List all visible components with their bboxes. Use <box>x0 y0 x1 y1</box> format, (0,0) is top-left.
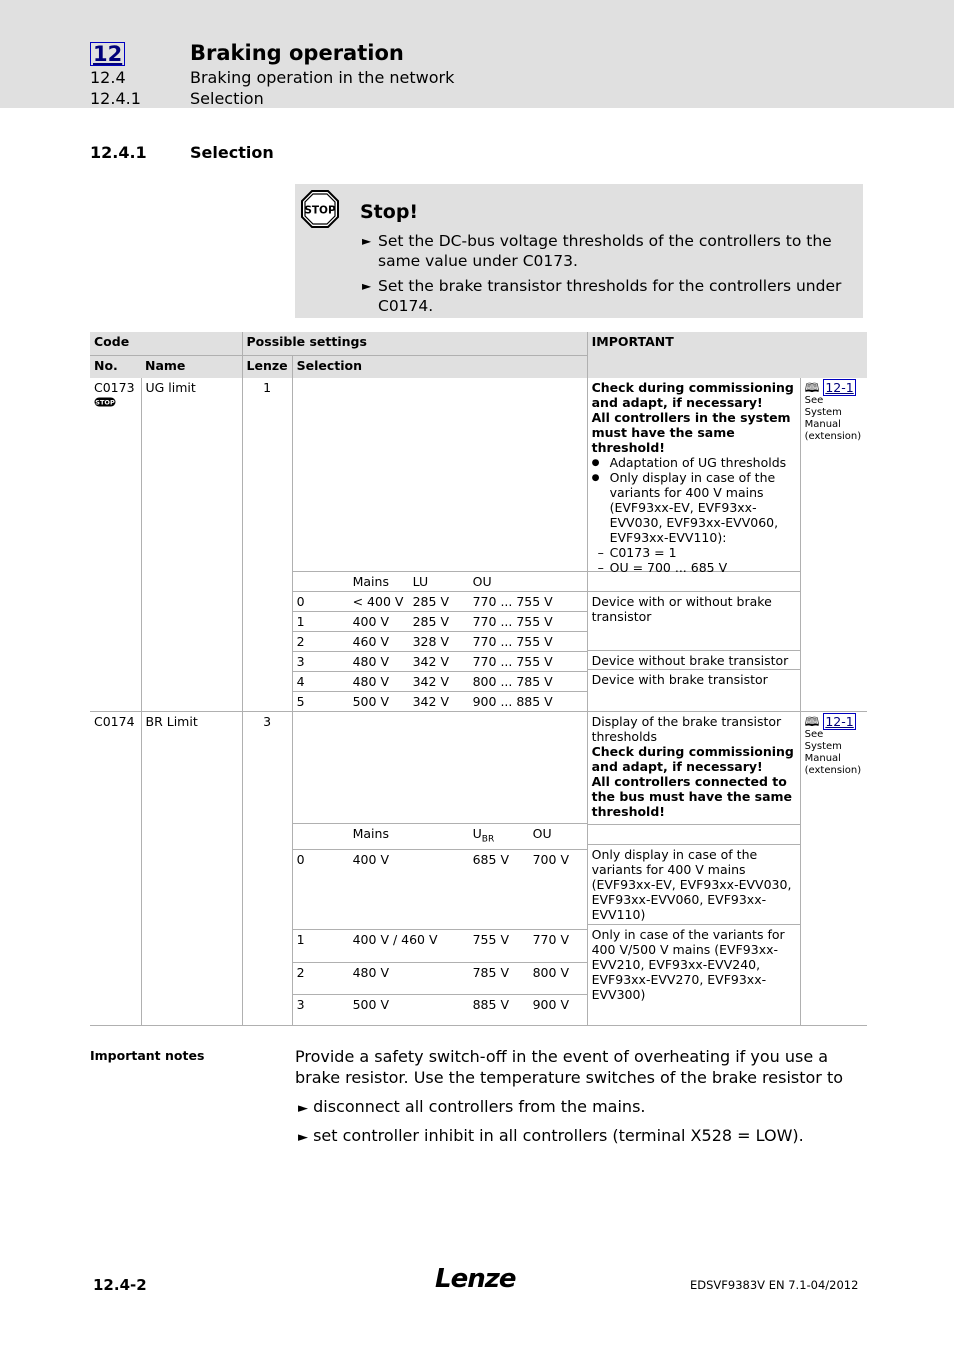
code-table <box>90 332 867 1026</box>
c0173-note-4-5: Device with brake transistor <box>588 669 800 708</box>
c0173-spacer <box>293 378 587 571</box>
header-possible-settings: Possible settings <box>242 332 587 355</box>
c0174-row: 2 480 V 785 V 800 V <box>293 963 587 995</box>
reference-text: See System Manual (extension) <box>804 395 862 442</box>
stop-warning-box <box>295 184 863 318</box>
stop-badge-icon <box>94 395 137 410</box>
arrow-right-icon: ► <box>298 1130 308 1145</box>
c0174-row: 1 400 V / 460 V 755 V 770 V <box>293 930 587 963</box>
stop-sign-icon <box>301 190 339 232</box>
book-icon: 🕮 <box>804 380 820 395</box>
breadcrumb-sub1-number: 12.4 <box>90 68 126 87</box>
code-c0173-important <box>587 378 800 712</box>
code-c0174-reference <box>800 712 867 1026</box>
stop-title: Stop! <box>360 201 419 223</box>
dash-item: – C0173 = 1 <box>592 545 796 560</box>
breadcrumb-sub2-title: Selection <box>190 89 264 108</box>
c0173-note-3: Device without brake transistor <box>588 650 800 669</box>
code-c0173-name: UG limit <box>141 378 242 712</box>
breadcrumb-sub2-number: 12.4.1 <box>90 89 141 108</box>
lenze-logo: Lenze <box>435 1264 516 1294</box>
c0173-settings-subtable <box>293 378 587 711</box>
c0174-subhead-ou: OU <box>532 825 552 841</box>
header-no: No. <box>90 355 141 378</box>
code-c0174-selection <box>292 712 587 1026</box>
c0173-subhead-ou: OU <box>469 571 587 591</box>
code-c0174-important <box>587 712 800 1026</box>
c0173-subhead-mains: Mains <box>349 571 409 591</box>
chapter-number-link[interactable]: 12 <box>90 42 125 66</box>
reference-link[interactable]: 12-1 <box>825 714 854 729</box>
c0173-important-bold2: All controllers in the system must have the same threshold! <box>591 410 791 455</box>
c0173-subhead-lu: LU <box>409 571 469 591</box>
c0173-note-0-2: Device with or without brake transistor <box>588 591 800 650</box>
c0174-row: 3 500 V 885 V 900 V <box>293 995 587 1025</box>
document-id: EDSVF9383V EN 7.1-04/2012 <box>690 1278 859 1292</box>
reference-text: See System Manual (extension) <box>804 729 862 776</box>
header-name: Name <box>141 355 242 378</box>
c0173-row: 3 480 V 342 V 770 ... 755 V <box>293 651 587 671</box>
stop-item: ► Set the brake transistor thresholds for the controllers under C0174. <box>362 277 842 315</box>
code-c0174-name: BR Limit <box>141 712 242 1026</box>
c0173-important-bullets <box>592 455 796 545</box>
c0173-row: 4 480 V 342 V 800 ... 785 V <box>293 671 587 691</box>
book-icon: 🕮 <box>804 714 820 729</box>
stop-item: ► Set the DC-bus voltage thresholds of the controllers to the same value under C0173. <box>362 232 832 270</box>
section-title: Selection <box>190 143 274 162</box>
bullet-item: ● Only display in case of the variants for 400 V mains (EVF93xx-EV, EVF93xx-EVV030, EVF93xx-EVV060, EVF93xx-EVV110): <box>610 470 796 545</box>
c0174-row: 0 400 V 685 V 700 V <box>293 850 587 930</box>
code-c0174-number: C0174 <box>90 712 141 1026</box>
code-c0173-reference <box>800 378 867 712</box>
c0174-subhead-mains: Mains <box>352 825 389 841</box>
c0174-settings-subtable <box>293 712 587 1025</box>
svg-text:STOP: STOP <box>304 204 336 217</box>
header-band <box>0 0 954 108</box>
code-c0173-number: C0173 <box>94 380 135 395</box>
dash-item: – OU = 700 ... 685 V <box>592 560 796 575</box>
notes-list-item: ► set controller inhibit in all controllers (terminal X528 = LOW). <box>298 1126 804 1145</box>
code-c0173-cell <box>90 378 141 712</box>
code-c0174-lenze: 3 <box>242 712 292 1026</box>
c0173-row: 2 460 V 328 V 770 ... 755 V <box>293 631 587 651</box>
code-c0173-lenze: 1 <box>242 378 292 712</box>
breadcrumb-sub1-title: Braking operation in the network <box>190 68 455 87</box>
header-important: IMPORTANT <box>587 332 867 378</box>
important-notes-label: Important notes <box>90 1048 205 1063</box>
reference-link[interactable]: 12-1 <box>825 380 854 395</box>
section-number: 12.4.1 <box>90 143 147 162</box>
c0174-note-0: Only display in case of the variants for 400 V mains (EVF93xx-EV, EVF93xx-EVV030, EVF93xx-EVV060, EVF93xx-EVV110) <box>588 844 800 924</box>
bullet-item: ● Adaptation of UG thresholds <box>610 455 796 470</box>
c0174-important-bold2: All controllers connected to the bus must have the same threshold! <box>591 774 793 819</box>
header-selection: Selection <box>292 355 587 378</box>
notes-list-item: ► disconnect all controllers from the mains. <box>298 1097 646 1116</box>
c0174-important-text: Display of the brake transistor thresholds <box>591 714 782 744</box>
svg-text:STOP: STOP <box>95 398 115 407</box>
arrow-right-icon: ► <box>298 1101 308 1116</box>
c0173-row: 0 < 400 V 285 V 770 ... 755 V <box>293 591 587 611</box>
header-code: Code <box>90 332 242 355</box>
c0174-important-bold1: Check during commissioning and adapt, if necessary! <box>591 744 794 774</box>
arrow-right-icon: ► <box>362 279 372 293</box>
c0173-important-bold1: Check during commissioning and adapt, if necessary! <box>591 380 794 410</box>
c0174-note-1-3: Only in case of the variants for 400 V/500 V mains (EVF93xx-EVV210, EVF93xx-EVV240, EVF93xx-EVV270, EVF93xx-EVV300) <box>588 924 800 1018</box>
header-lenze: Lenze <box>242 355 292 378</box>
arrow-right-icon: ► <box>362 234 372 248</box>
c0174-spacer <box>293 712 587 823</box>
code-c0173-selection <box>292 378 587 712</box>
c0173-row: 1 400 V 285 V 770 ... 755 V <box>293 611 587 631</box>
chapter-title: Braking operation <box>190 41 404 65</box>
important-notes-text: Provide a safety switch-off in the event of overheating if you use a brake resistor. Use the temperature switches of the brake resistor to <box>295 1047 844 1087</box>
page-number: 12.4-2 <box>93 1276 147 1294</box>
c0173-row: 5 500 V 342 V 900 ... 885 V <box>293 691 587 711</box>
c0174-subhead-ubr: $U_{BR}$ <box>472 825 495 844</box>
